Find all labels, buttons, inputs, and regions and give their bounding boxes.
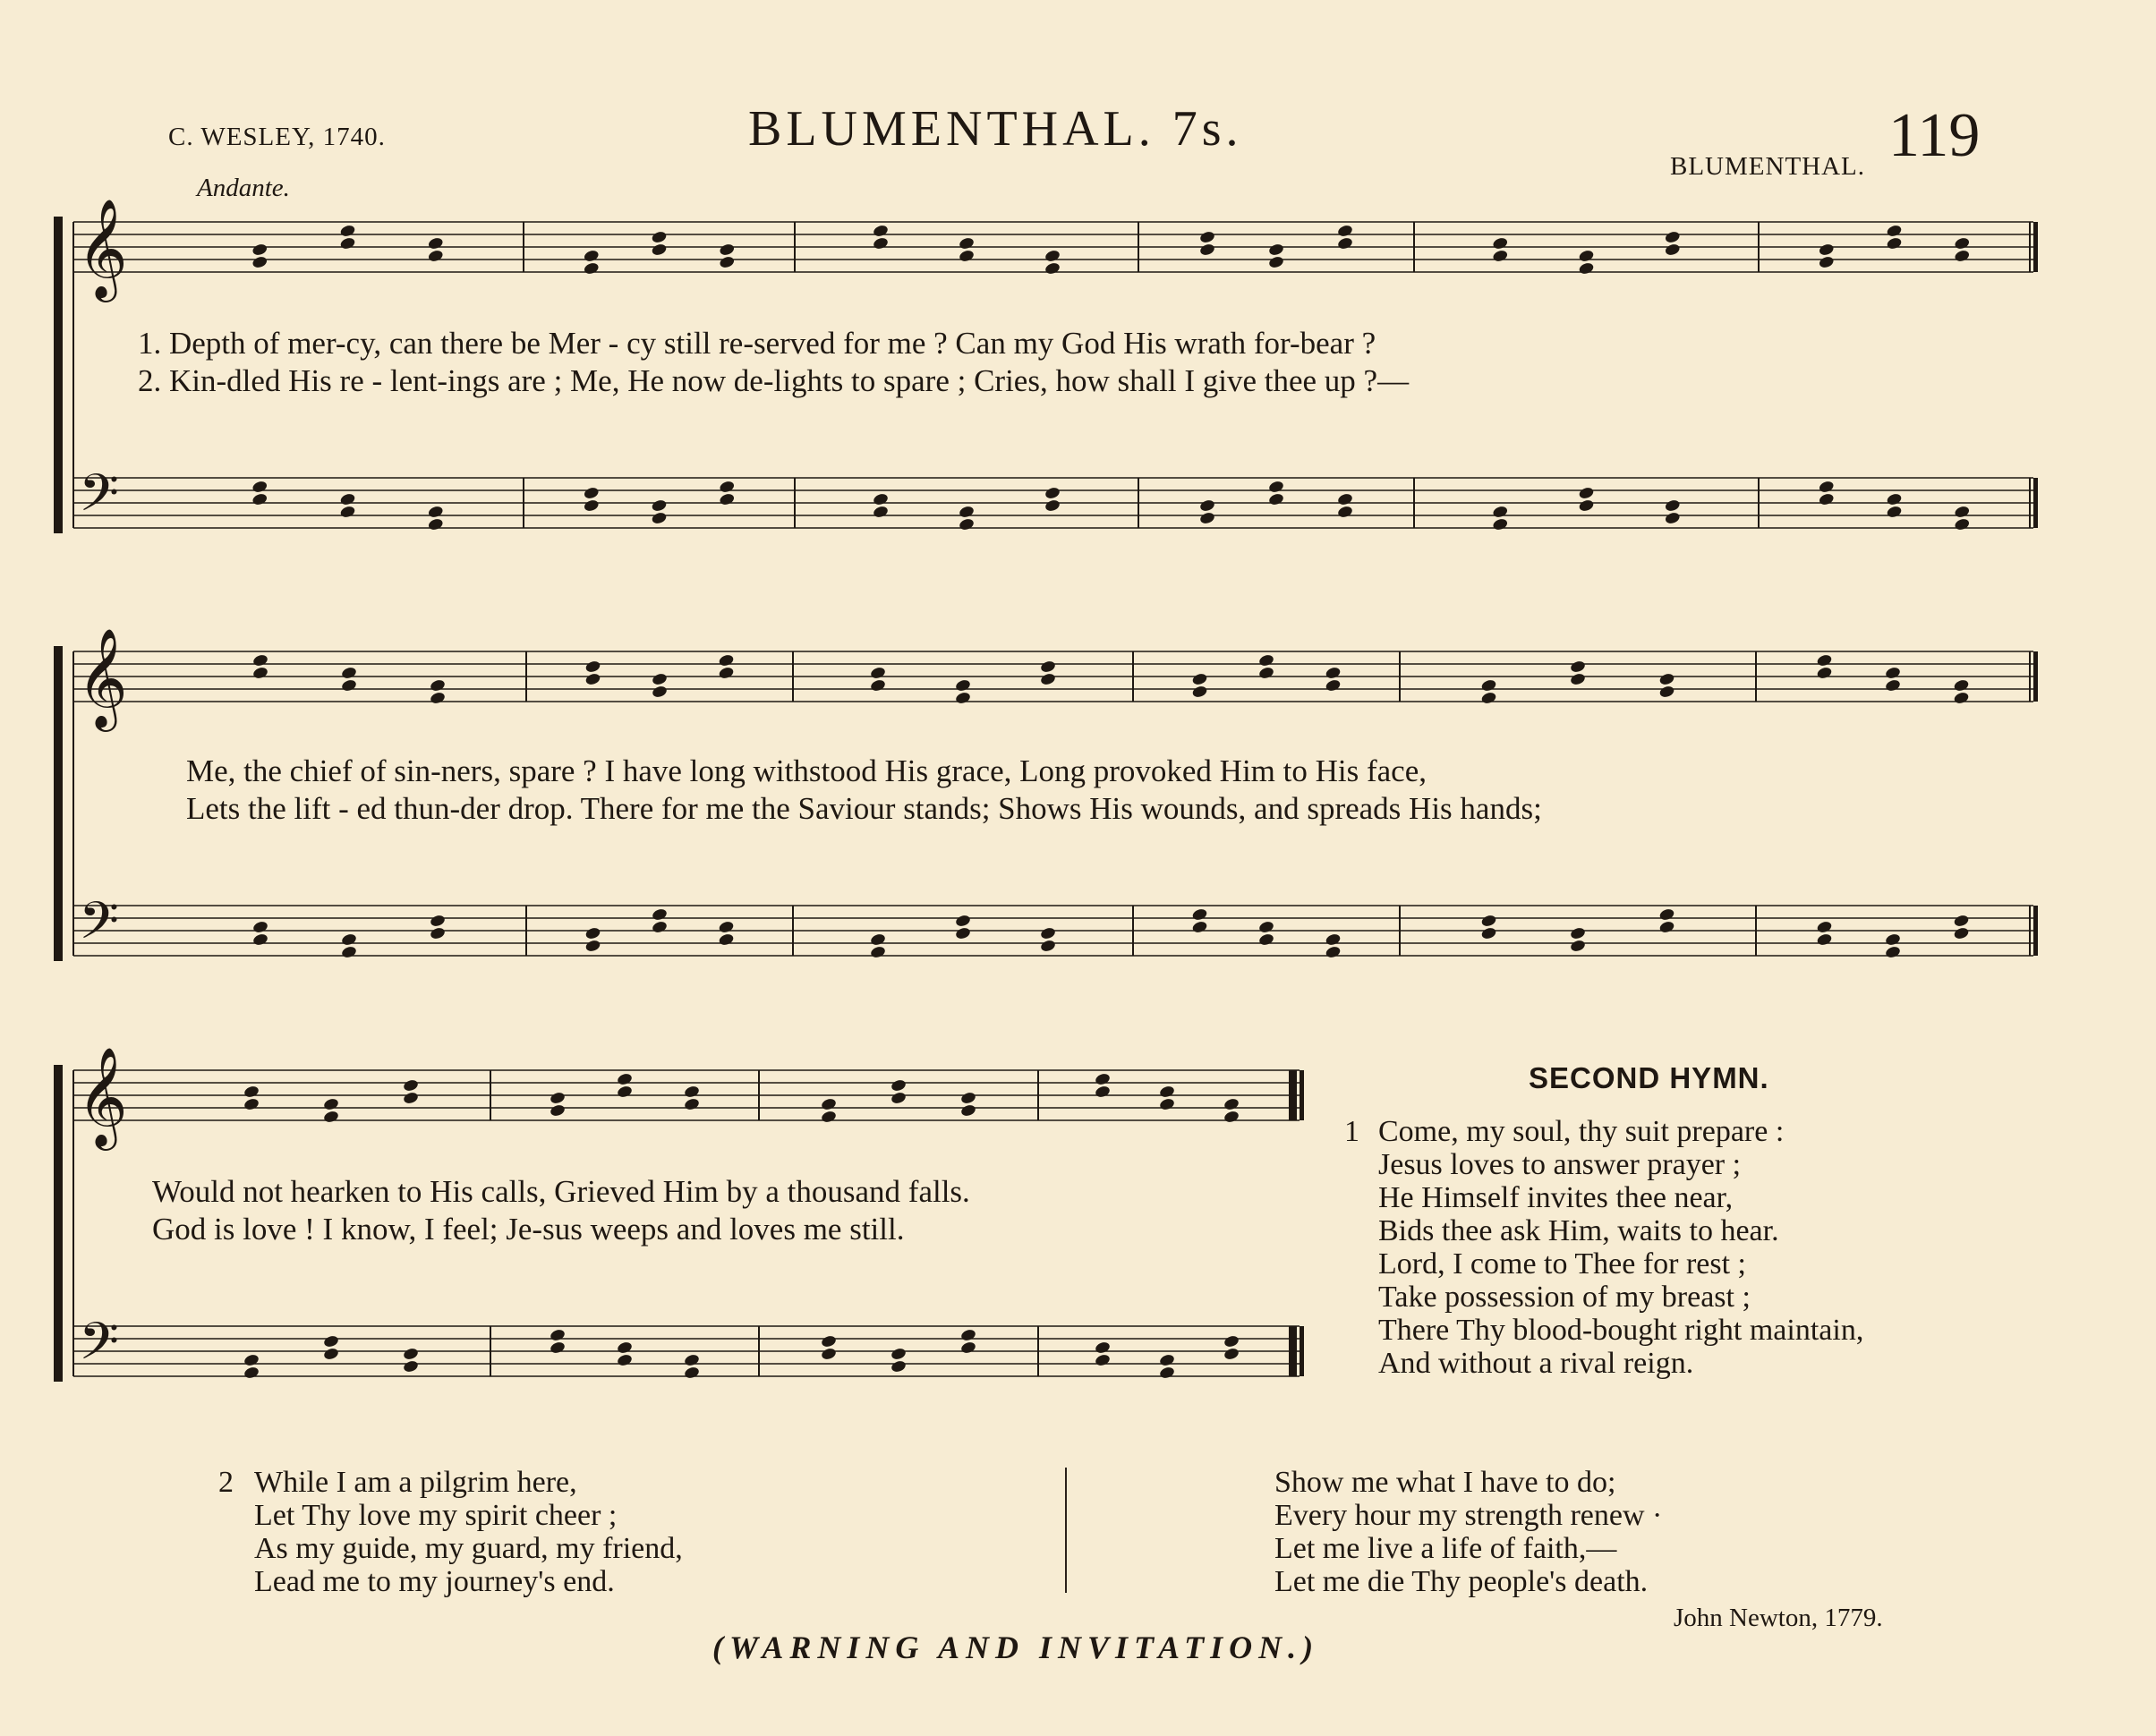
verse-line: Lead me to my journey's end. xyxy=(254,1565,615,1598)
note-head xyxy=(584,939,601,953)
note-head xyxy=(1191,907,1208,922)
note-head xyxy=(251,492,268,506)
system-3-lyric-verse-1: Would not hearken to His calls, Grieved Him by a thousand falls. xyxy=(152,1174,970,1209)
note-head xyxy=(959,236,976,251)
verse-line: Let me die Thy people's death. xyxy=(1274,1565,1649,1598)
note-head xyxy=(430,926,447,940)
note-head xyxy=(718,920,735,934)
note-head xyxy=(1953,691,1970,705)
system-2-lyric-verse-2: Lets the lift - ed thun-der drop. There for me the Saviour stands; Shows His wounds, and spreads His hands; xyxy=(186,791,1542,826)
note-head xyxy=(1480,691,1497,705)
note-head xyxy=(1664,243,1681,257)
note-head xyxy=(1578,486,1595,500)
note-head xyxy=(1658,672,1675,686)
note-head xyxy=(652,672,669,686)
note-head xyxy=(1658,685,1675,699)
note-head xyxy=(252,932,269,947)
note-head xyxy=(1337,224,1354,238)
note-head xyxy=(652,907,669,922)
note-head xyxy=(251,255,268,269)
note-head xyxy=(1664,498,1681,513)
verse-line: There Thy blood-bought right maintain, xyxy=(1378,1314,1864,1347)
note-head xyxy=(1044,498,1061,513)
note-head xyxy=(1325,932,1342,947)
note-head xyxy=(339,224,356,238)
note-head xyxy=(252,920,269,934)
note-head xyxy=(955,691,972,705)
note-head xyxy=(1578,498,1595,513)
verse-1-number: 1 xyxy=(1344,1115,1359,1148)
note-head xyxy=(1040,939,1057,953)
note-head xyxy=(1268,480,1285,494)
final-barline xyxy=(1289,1326,1295,1376)
note-head xyxy=(339,236,356,251)
note-head xyxy=(1040,926,1057,940)
note-head xyxy=(339,505,356,519)
column-divider xyxy=(1065,1468,1067,1593)
note-head xyxy=(1886,505,1903,519)
note-head xyxy=(1325,945,1342,959)
note-head xyxy=(1258,666,1275,680)
system-brace xyxy=(54,646,63,961)
system-brace xyxy=(54,217,63,533)
bass-clef: 𝄢 xyxy=(79,890,120,964)
note-head xyxy=(960,1103,977,1118)
note-head xyxy=(1480,914,1497,928)
verse-line: Show me what I have to do; xyxy=(1274,1466,1616,1499)
note-head xyxy=(1480,926,1497,940)
note-head xyxy=(719,255,736,269)
note-head xyxy=(1885,666,1902,680)
verse-line: Bids thee ask Him, waits to hear. xyxy=(1378,1214,1779,1247)
note-head xyxy=(1044,261,1061,276)
note-head xyxy=(719,480,736,494)
note-head xyxy=(1818,255,1835,269)
verse-line: While I am a pilgrim here, xyxy=(254,1466,577,1499)
note-head xyxy=(252,653,269,668)
note-head xyxy=(1325,678,1342,693)
note-head xyxy=(243,1353,260,1367)
note-head xyxy=(955,914,972,928)
note-head xyxy=(955,678,972,693)
note-head xyxy=(550,1091,567,1105)
note-head xyxy=(870,945,887,959)
note-head xyxy=(1578,261,1595,276)
verse-line: Come, my soul, thy suit prepare : xyxy=(1378,1115,1785,1148)
note-head xyxy=(652,920,669,934)
note-head xyxy=(1199,243,1216,257)
verse-line: As my guide, my guard, my friend, xyxy=(254,1532,683,1565)
treble-clef: 𝄞 xyxy=(77,1046,128,1146)
verse-line: He Himself invites thee near, xyxy=(1378,1181,1734,1214)
note-head xyxy=(1159,1366,1176,1380)
note-head xyxy=(821,1097,838,1111)
tune-title: BLUMENTHAL. 7s. xyxy=(748,101,1243,157)
note-head xyxy=(1199,498,1216,513)
note-head xyxy=(1199,230,1216,244)
verse-line: And without a rival reign. xyxy=(1378,1347,1694,1380)
second-hymn-verse-1 xyxy=(1378,1115,1863,1380)
note-head xyxy=(617,1340,634,1355)
note-head xyxy=(403,1347,420,1361)
note-head xyxy=(1044,486,1061,500)
note-head xyxy=(651,230,668,244)
note-head xyxy=(1664,230,1681,244)
note-head xyxy=(1570,939,1587,953)
note-head xyxy=(959,517,976,532)
note-head xyxy=(719,492,736,506)
note-head xyxy=(873,224,890,238)
note-head xyxy=(821,1334,838,1349)
note-head xyxy=(617,1072,634,1086)
final-barline xyxy=(2033,478,2038,528)
note-head xyxy=(341,932,358,947)
final-barline xyxy=(1300,1070,1304,1120)
note-head xyxy=(323,1097,340,1111)
system-brace xyxy=(54,1065,63,1382)
note-head xyxy=(430,691,447,705)
note-head xyxy=(1886,492,1903,506)
note-head xyxy=(427,236,444,251)
note-head xyxy=(339,492,356,506)
note-head xyxy=(1480,678,1497,693)
note-head xyxy=(1223,1110,1240,1124)
second-hymn-title: SECOND HYMN. xyxy=(1529,1061,1769,1094)
note-head xyxy=(1223,1334,1240,1349)
note-head xyxy=(403,1359,420,1374)
note-head xyxy=(891,1359,908,1374)
note-head xyxy=(718,653,735,668)
note-head xyxy=(1258,653,1275,668)
note-head xyxy=(1199,511,1216,525)
note-head xyxy=(1885,678,1902,693)
note-head xyxy=(1268,492,1285,506)
verse-line: Let me live a life of faith,— xyxy=(1274,1532,1617,1565)
note-head xyxy=(1337,492,1354,506)
note-head xyxy=(891,1078,908,1093)
note-head xyxy=(1159,1353,1176,1367)
note-head xyxy=(1325,666,1342,680)
note-head xyxy=(1816,920,1833,934)
note-head xyxy=(1570,660,1587,674)
note-head xyxy=(550,1103,567,1118)
note-head xyxy=(243,1366,260,1380)
note-head xyxy=(1953,678,1970,693)
system-3-lyric-verse-2: God is love ! I know, I feel; Je-sus weeps and loves me still. xyxy=(152,1212,905,1247)
note-head xyxy=(583,486,600,500)
note-head xyxy=(1191,672,1208,686)
note-head xyxy=(684,1097,701,1111)
note-head xyxy=(1816,653,1833,668)
system-1-lyric-verse-1: 1. Depth of mer-cy, can there be Mer - cy still re-served for me ? Can my God His wrath for-bear ? xyxy=(138,326,1376,361)
note-head xyxy=(1159,1097,1176,1111)
note-head xyxy=(1268,243,1285,257)
note-head xyxy=(1954,249,1971,263)
note-head xyxy=(584,926,601,940)
note-head xyxy=(1492,236,1509,251)
note-head xyxy=(1570,672,1587,686)
bass-clef: 𝄢 xyxy=(79,463,120,536)
note-head xyxy=(1095,1072,1112,1086)
note-head xyxy=(583,261,600,276)
note-head xyxy=(584,672,601,686)
final-barline xyxy=(2033,906,2038,956)
note-head xyxy=(1886,236,1903,251)
treble-clef: 𝄞 xyxy=(77,198,128,298)
note-head xyxy=(550,1328,567,1342)
note-head xyxy=(1818,243,1835,257)
note-head xyxy=(1258,920,1275,934)
note-head xyxy=(1337,505,1354,519)
system-2-lyric-verse-1: Me, the chief of sin-ners, spare ? I have long withstood His grace, Long provoked Him to His face, xyxy=(186,753,1427,788)
note-head xyxy=(617,1085,634,1099)
note-head xyxy=(1337,236,1354,251)
note-head xyxy=(960,1328,977,1342)
note-head xyxy=(651,498,668,513)
section-footer: (WARNING AND INVITATION.) xyxy=(712,1630,1320,1665)
note-head xyxy=(870,932,887,947)
note-head xyxy=(430,914,447,928)
note-head xyxy=(1223,1347,1240,1361)
note-head xyxy=(341,666,358,680)
note-head xyxy=(1818,492,1835,506)
note-head xyxy=(427,249,444,263)
bass-clef: 𝄢 xyxy=(79,1311,120,1384)
hymn-attribution: John Newton, 1779. xyxy=(1674,1604,1883,1632)
note-head xyxy=(684,1353,701,1367)
note-head xyxy=(1954,517,1971,532)
note-head xyxy=(1095,1085,1112,1099)
note-head xyxy=(1044,249,1061,263)
note-head xyxy=(870,678,887,693)
note-head xyxy=(1953,914,1970,928)
verse-line: Take possession of my breast ; xyxy=(1378,1281,1751,1314)
tempo-marking: Andante. xyxy=(197,174,290,202)
note-head xyxy=(251,480,268,494)
note-head xyxy=(959,249,976,263)
note-head xyxy=(583,498,600,513)
page-number: 119 xyxy=(1888,101,1981,170)
note-head xyxy=(1492,249,1509,263)
note-head xyxy=(1223,1097,1240,1111)
note-head xyxy=(1191,685,1208,699)
note-head xyxy=(323,1347,340,1361)
note-head xyxy=(960,1340,977,1355)
note-head xyxy=(870,666,887,680)
note-head xyxy=(430,678,447,693)
note-head xyxy=(243,1085,260,1099)
note-head xyxy=(1040,672,1057,686)
note-head xyxy=(403,1091,420,1105)
note-head xyxy=(1954,505,1971,519)
second-hymn-verse-2-right xyxy=(1274,1466,1662,1598)
note-head xyxy=(651,511,668,525)
note-head xyxy=(1258,932,1275,947)
note-head xyxy=(427,517,444,532)
note-head xyxy=(652,685,669,699)
note-head xyxy=(341,945,358,959)
note-head xyxy=(403,1078,420,1093)
note-head xyxy=(684,1366,701,1380)
note-head xyxy=(1816,932,1833,947)
note-head xyxy=(584,660,601,674)
note-head xyxy=(1954,236,1971,251)
note-head xyxy=(427,505,444,519)
note-head xyxy=(1492,505,1509,519)
note-head xyxy=(550,1340,567,1355)
final-barline xyxy=(1289,1070,1295,1120)
note-head xyxy=(1040,660,1057,674)
note-head xyxy=(1658,920,1675,934)
note-head xyxy=(583,249,600,263)
note-head xyxy=(873,236,890,251)
note-head xyxy=(821,1347,838,1361)
verse-line: Every hour my strength renew · xyxy=(1274,1499,1663,1532)
note-head xyxy=(1492,517,1509,532)
note-head xyxy=(1095,1353,1112,1367)
treble-clef: 𝄞 xyxy=(77,627,128,728)
note-head xyxy=(1570,926,1587,940)
final-barline xyxy=(1300,1326,1304,1376)
note-head xyxy=(718,666,735,680)
verse-2-number: 2 xyxy=(218,1466,234,1499)
note-head xyxy=(1159,1085,1176,1099)
note-head xyxy=(617,1353,634,1367)
note-head xyxy=(718,932,735,947)
note-head xyxy=(1191,920,1208,934)
note-head xyxy=(891,1091,908,1105)
note-head xyxy=(960,1091,977,1105)
note-head xyxy=(1886,224,1903,238)
note-head xyxy=(651,243,668,257)
note-head xyxy=(719,243,736,257)
final-barline xyxy=(2033,222,2038,272)
note-head xyxy=(1885,932,1902,947)
note-head xyxy=(341,678,358,693)
note-head xyxy=(243,1097,260,1111)
note-head xyxy=(1816,666,1833,680)
verse-line: Jesus loves to answer prayer ; xyxy=(1378,1148,1742,1181)
note-head xyxy=(873,492,890,506)
note-head xyxy=(1818,480,1835,494)
note-head xyxy=(251,243,268,257)
note-head xyxy=(1268,255,1285,269)
note-head xyxy=(323,1110,340,1124)
note-head xyxy=(1664,511,1681,525)
note-head xyxy=(959,505,976,519)
note-head xyxy=(873,505,890,519)
tune-name-label: BLUMENTHAL. xyxy=(1670,152,1866,181)
note-head xyxy=(891,1347,908,1361)
note-head xyxy=(252,666,269,680)
note-head xyxy=(821,1110,838,1124)
note-head xyxy=(1885,945,1902,959)
note-head xyxy=(1953,926,1970,940)
note-head xyxy=(323,1334,340,1349)
verse-line: Lord, I come to Thee for rest ; xyxy=(1378,1247,1747,1281)
second-hymn-verse-2-left xyxy=(254,1466,683,1598)
note-head xyxy=(684,1085,701,1099)
final-barline xyxy=(2033,651,2038,702)
system-1-lyric-verse-2: 2. Kin-dled His re - lent-ings are ; Me, He now de-lights to spare ; Cries, how shall I give thee up ?— xyxy=(138,363,1410,398)
note-head xyxy=(1658,907,1675,922)
note-head xyxy=(1578,249,1595,263)
hymn-author: C. WESLEY, 1740. xyxy=(168,123,386,151)
verse-line: Let Thy love my spirit cheer ; xyxy=(254,1499,618,1532)
note-head xyxy=(1095,1340,1112,1355)
note-head xyxy=(955,926,972,940)
